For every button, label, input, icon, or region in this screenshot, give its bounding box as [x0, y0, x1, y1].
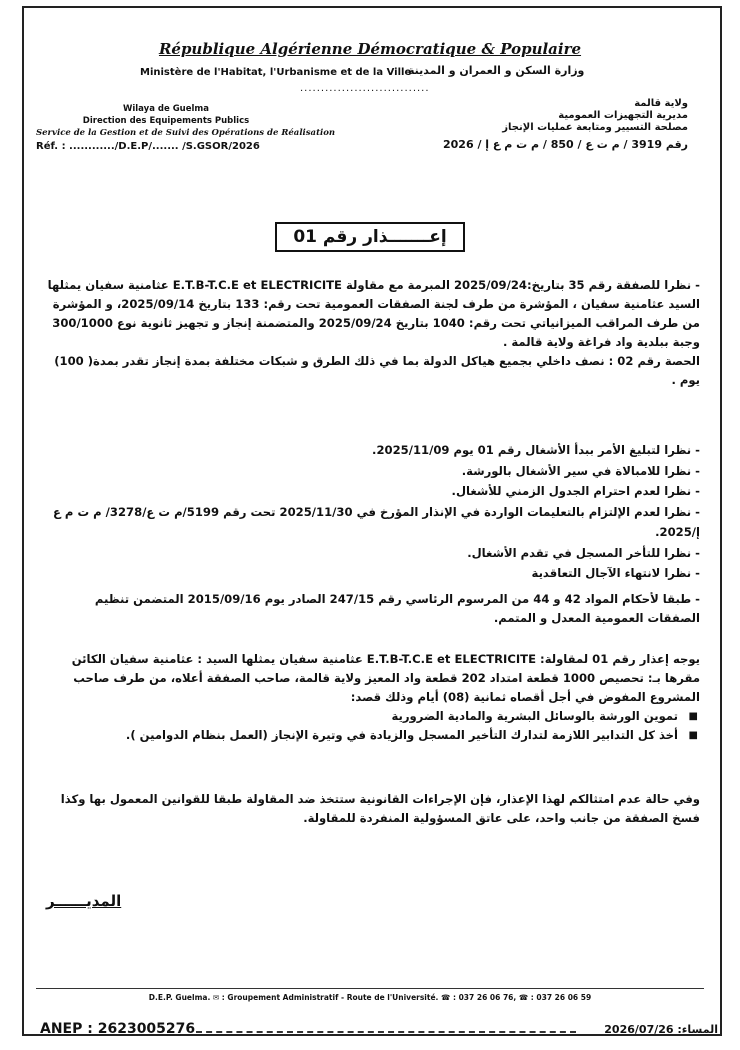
service-ar: مصلحة التسيير ومتابعة عمليات الإنجاز — [502, 122, 688, 133]
footer-divider — [36, 988, 704, 989]
notice-section — [40, 650, 700, 745]
anep-number: ANEP : 2623005276 — [40, 1021, 196, 1037]
wilaya-ar: ولاية قالمة — [634, 98, 688, 109]
footer-address: D.E.P. Guelma. ✉ : Groupement Administratif - Route de l'Université. ☎ : 037 26 06 76, ☎ : 037 26 06 59 — [148, 993, 592, 1002]
lot-paragraph: الحصة رقم 02 : نصف داخلي بجميع هياكل الدولة بما في ذلك الطرق و شبكات مختلفة بمدة إنجاز تقدر بمدة( 100) يوم . — [54, 354, 700, 387]
reason-item: - نظرا لانتهاء الآجال التعاقدية — [531, 566, 700, 580]
ministry-fr: Ministère de l'Habitat, l'Urbanisme et de la Ville — [140, 67, 412, 78]
demand-item: ■ تموين الورشة بالوسائل البشرية والمادية الضرورية — [40, 707, 700, 726]
footer-dashes — [196, 1031, 576, 1033]
warning-paragraph: وفي حالة عدم امتثالكم لهذا الإعذار، فإن الإجراءات القانونية ستتخذ ضد المقاولة طبقا للقوانين المعمول بها وكذا فسخ الصفقة من جانب واحد، على عاتق المسؤولية المنفردة للمقاولة. — [60, 792, 700, 825]
director-signature: المديــــــر — [46, 892, 122, 910]
document-title — [0, 222, 740, 252]
direction-fr: Direction des Equipements Publics — [82, 116, 250, 126]
reference-ar: رقم 3919 / م ت ع / 850 / م ت م ع إ / 2026 — [442, 138, 688, 151]
legal-basis-paragraph: - طبقا لأحكام المواد 42 و 44 من المرسوم الرئاسي رقم 247/15 الصادر يوم 2015/09/16 المتضمن تنظيم الصفقات العمومية المعدل و المتمم. — [94, 592, 700, 625]
service-fr: Service de la Gestion et de Suivi des Opérations de Réalisation — [36, 128, 336, 138]
publication-date: المساء: 2026/07/26 — [604, 1023, 718, 1036]
contract-paragraph: - نظرا للصفقة رقم 35 بتاريخ:2025/09/24 المبرمة مع مقاولة E.T.B-T.C.E et ELECTRICITE عثامنية سفيان يمثلها السيد عثامنية سفيان ، المؤشرة من طرف لجنة الصفقات العمومية تحت رقم: 133 بتاريخ 2025/09/14، و المؤشرة من طرف المراقب الميزانياتي تحت رقم: 1040 بتاريخ 2025/09/24 والمتضمنة إنجاز و تجهيز ثانوية نوع 300/1000 وجبة ببلدية واد فراغة ولاية قالمة . — [47, 278, 700, 349]
reason-item: - نظرا لعدم الإلتزام بالتعليمات الواردة في الإنذار المؤرخ في 2025/11/30 تحت رقم 5199/م ت ع/3278/ م ت م ع إ/2025. — [52, 504, 700, 539]
republic-heading: République Algérienne Démocratique & Populaire — [158, 40, 582, 58]
direction-ar: مديرية التجهيزات العمومية — [558, 110, 688, 121]
intro-section — [40, 276, 700, 390]
header-left-block — [36, 103, 335, 139]
separator-dots: ............................... — [300, 83, 430, 94]
reason-item: - نظرا للامبالاة في سير الأشغال بالورشة. — [461, 463, 700, 478]
notice-paragraph: يوجه إعذار رقم 01 لمقاولة: E.T.B-T.C.E et ELECTRICITE عثامنية سفيان يمثلها السيد : عثامنية سفيان الكائن مقرها بـ: تحصيص 1000 قطعة امتداد 202 قطعة واد المعيز ولاية قالمة، صاحب الصفقة أعلاه، من طرف صاحب المشروع المفوض في أجل أقصاه ثمانية (08) أيام وذلك قصد: — [71, 652, 700, 704]
reason-item: - نظرا لعدم احترام الجدول الزمني للأشغال. — [451, 484, 700, 498]
header-right-block — [502, 98, 688, 134]
wilaya-fr: Wilaya de Guelma — [122, 104, 210, 114]
reason-item: - نظرا لتبليغ الأمر ببدأ الأشغال رقم 01 يوم 2025/11/09. — [372, 443, 700, 457]
title-box: إعـــــــذار رقم 01 — [275, 222, 464, 252]
reasons-list — [40, 440, 700, 584]
ministry-ar: وزارة السكن و العمران و المدينة — [408, 64, 585, 77]
reference-fr: Réf. : ............/D.E.P/....... /S.GSOR/2026 — [36, 141, 260, 152]
reason-item: - نظرا للتأخر المسجل في تقدم الأشغال. — [467, 545, 700, 560]
demand-item: ■ أخذ كل التدابير اللازمة لتدارك التأخير المسجل والزيادة في وتيرة الإنجاز (العمل بنظام الدوامين ). — [40, 726, 700, 745]
